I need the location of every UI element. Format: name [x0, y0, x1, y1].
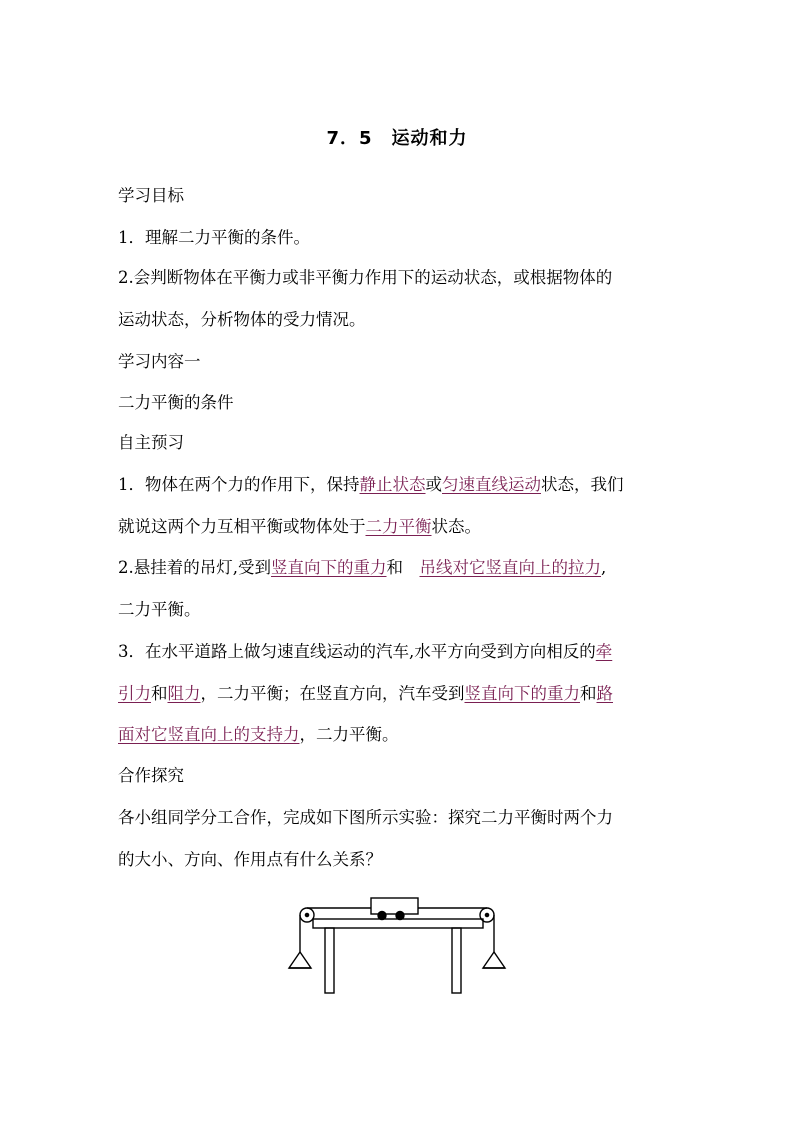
q3-answer-3: 竖直向下的重力 [464, 684, 580, 703]
q1-text: 状态，我们 [541, 475, 624, 494]
page-title: 7．5 运动和力 [326, 128, 468, 149]
question-3-line-1 [118, 642, 688, 662]
q1-text: 状态。 [431, 517, 481, 536]
q2-text: 和 [386, 558, 420, 577]
q3-text: 3．在水平道路上做匀速直线运动的汽车,水平方向受到方向相反的 [118, 642, 596, 661]
q3-text: 和 [580, 684, 597, 703]
question-1-line-1 [118, 475, 688, 495]
question-2-line-1 [118, 558, 688, 578]
cart-wheel-right [396, 912, 404, 920]
weight-right [483, 952, 505, 968]
q1-text: 1．物体在两个力的作用下，保持 [118, 475, 360, 494]
content1-heading: 学习内容一 [118, 352, 201, 371]
q3-text: ，二力平衡；在竖直方向，汽车受到 [200, 684, 465, 703]
table-top [313, 919, 483, 928]
cooperate-text-line-2: 的大小、方向、作用点有什么关系？ [118, 850, 382, 869]
weight-left [289, 952, 311, 968]
q3-answer-1a: 牵 [595, 642, 613, 661]
q1-answer-1: 静止状态 [359, 475, 426, 494]
q1-text: 就说这两个力互相平衡或物体处于 [118, 517, 366, 536]
experiment-diagram [285, 892, 510, 1002]
q2-text: 二力平衡。 [118, 600, 201, 619]
question-3-line-2 [118, 684, 688, 704]
q2-answer-1: 竖直向下的重力 [271, 558, 387, 577]
q1-text: 或 [425, 475, 442, 494]
cooperate-heading: 合作探究 [118, 766, 184, 785]
q3-answer-4b: 面对它竖直向上的支持力 [118, 725, 300, 744]
table-leg-left [325, 928, 334, 993]
q2-answer-2: 吊线对它竖直向上的拉力 [419, 558, 601, 577]
goal-item-2-line-1: 2.会判断物体在平衡力或非平衡力作用下的运动状态，或根据物体的 [118, 268, 613, 287]
q3-answer-4a: 路 [596, 684, 613, 703]
question-3-line-3 [118, 725, 688, 745]
q3-answer-2: 阻力 [167, 684, 201, 703]
question-2-line-2 [118, 600, 688, 620]
goal-item-1: 1．理解二力平衡的条件。 [118, 228, 310, 247]
cooperate-text-line-1: 各小组同学分工合作，完成如下图所示实验：探究二力平衡时两个力 [118, 808, 613, 827]
q3-text: 和 [151, 684, 168, 703]
goal-item-2-line-2: 运动状态，分析物体的受力情况。 [118, 310, 366, 329]
goals-heading: 学习目标 [118, 186, 184, 205]
table-leg-right [452, 928, 461, 993]
pulley-right-axle [485, 913, 488, 916]
q2-text: , [601, 558, 607, 577]
preview-heading: 自主预习 [118, 433, 184, 452]
q3-answer-1b: 引力 [118, 684, 151, 703]
cart-wheel-left [378, 912, 386, 920]
q2-text: 2.悬挂着的吊灯,受到 [118, 558, 271, 577]
content1-subheading: 二力平衡的条件 [118, 393, 234, 412]
question-1-line-2 [118, 517, 688, 537]
pulley-left-axle [305, 913, 308, 916]
q1-answer-3: 二力平衡 [365, 517, 432, 536]
cart-body [371, 898, 418, 914]
q3-text: ，二力平衡。 [299, 725, 399, 744]
q1-answer-2: 匀速直线运动 [442, 475, 541, 494]
